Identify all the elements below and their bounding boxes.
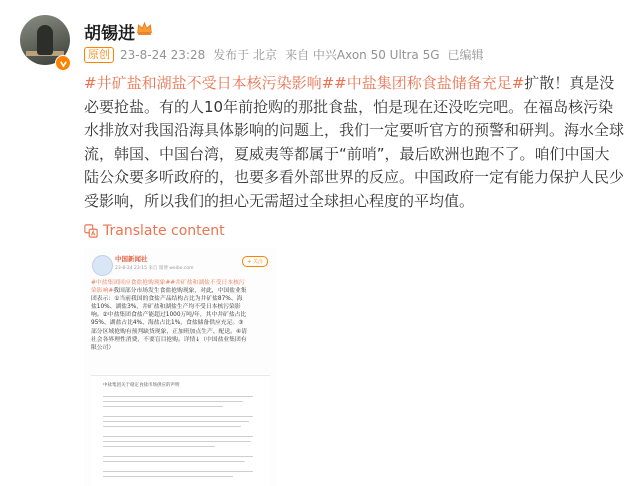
original-tag: 原创	[84, 47, 114, 63]
topic-link[interactable]: #中盐集团称食盐储备充足#	[334, 74, 525, 92]
embedded-weibo-post	[84, 248, 277, 486]
embedded-screenshot-image[interactable]	[84, 248, 277, 486]
translate-button[interactable]	[84, 223, 225, 239]
document-text-line	[103, 416, 253, 417]
crown-icon	[136, 20, 153, 37]
embedded-post-meta: 23-8-24 23:15 来自 微博 weibo.com	[115, 266, 194, 271]
embedded-statement-document	[91, 375, 270, 486]
publish-location: 发布于 北京	[213, 48, 278, 62]
post-text	[84, 72, 624, 213]
document-text-line	[103, 456, 253, 457]
post-body: 扩散！真是没必要抢盐。有的人10年前抢购的那批食盐，怕是现在还没吃完吧。在福岛核污染水排放对我国沿海具体影响的问题上，我们一定要听官方的预警和研判。海水全球流，韩国、中国台湾，夏威夷等都属于“前哨”，最后欧洲也跑不了。咱们中国大陆公众要多听政府的，也要多看外部世界的反应。中国政府一定有能力保护人民少受影响，所以我们的担心无需超过全球担心程度的平均值。	[84, 74, 625, 210]
embedded-body: 我国部分市场发生食盐抢购现象，对此，中国盐业集团表示：①当前我国的食盐产品结构占比为井矿盐87%、海盐10%、湖盐3%，井矿盐和湖盐生产均不受日本核污染影响。②中盐集团食盐产能超过1000万吨/年，其中井矿盐占比95%、湖盐占比4%、海盐占比1%，食盐储备供应充足。③部分区域抢购有预判缺货现象，正加班加点生产、配送。④请社会各界理性消费，不要盲目抢购。详情↓（中国盐业集团有限公司）	[91, 288, 247, 351]
embedded-account-avatar	[92, 255, 113, 276]
embedded-follow-button: + 关注	[242, 256, 268, 267]
document-text-line	[103, 446, 215, 447]
embedded-account-name: 中国新闻社	[115, 255, 148, 263]
translate-icon	[84, 224, 98, 238]
document-text-line	[103, 406, 223, 407]
document-text-line	[103, 436, 253, 437]
translate-label: Translate content	[103, 223, 225, 239]
embedded-post-text	[91, 279, 247, 352]
document-text-line	[103, 471, 253, 472]
document-text-line	[103, 421, 249, 422]
document-text-line	[103, 441, 251, 442]
edited-label[interactable]: 已编辑	[447, 48, 484, 62]
embedded-document-title: 中盐集团关于稳定食盐市场供应的声明	[103, 383, 180, 388]
document-text-line	[103, 461, 245, 462]
avatar-photo-person	[37, 25, 53, 55]
document-text-line	[103, 426, 241, 427]
orange-v-verified-icon	[55, 55, 71, 71]
post-source: 来自 中兴Axon 50 Ultra 5G	[285, 48, 440, 62]
document-text-line	[103, 401, 243, 402]
embedded-topic: #中盐集团回应食盐抢购现象#	[91, 280, 171, 286]
post-time[interactable]: 23-8-24 23:28	[120, 47, 206, 62]
document-text-line	[103, 396, 253, 397]
topic-link[interactable]: #井矿盐和湖盐不受日本核污染影响#	[84, 74, 335, 92]
post-meta	[84, 46, 484, 63]
document-text-line	[103, 476, 233, 477]
embedded-topic: #井矿盐和湖盐不受日本核污染影响#	[91, 280, 245, 295]
author-name[interactable]: 胡锡进	[84, 24, 135, 44]
